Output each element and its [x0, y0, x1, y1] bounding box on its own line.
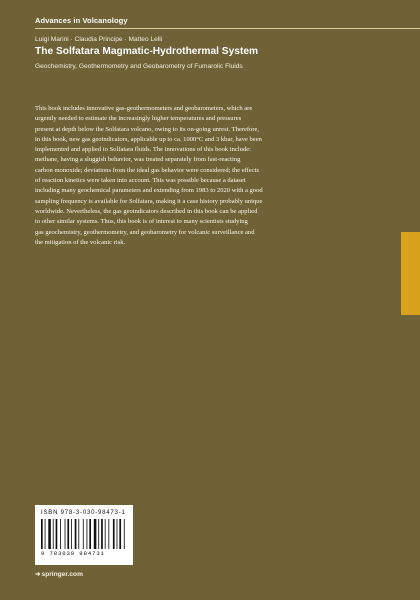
- publisher-website[interactable]: [35, 570, 83, 578]
- website-label: springer.com: [41, 571, 83, 578]
- barcode-bar: [45, 519, 46, 549]
- barcode-bar: [75, 519, 77, 549]
- barcode-bar: [83, 519, 84, 549]
- barcode-bar: [119, 519, 121, 549]
- barcode-box: [35, 505, 133, 565]
- barcode-bar: [60, 519, 61, 549]
- barcode-bar: [89, 519, 91, 549]
- authors: Luigi Marini · Claudia Principe · Matteo Lelli: [35, 36, 163, 43]
- barcode-bar: [101, 519, 103, 549]
- book-description: This book includes innovative gas-geothermometers and geobarometers, which are urgently needed to estimate the increasingly higher temperatures and pressures present at depth below the Solfatara volcano, owing to its on-going unrest. Therefore, in this book, new gas geoindicators, applicable up to ca. 1000°C and 3 kbar, have been implemented and applied to Solfatara fluids. The innovations of this book include: methane, having a sluggish behavior, was treated separately from fast-reacting carbon monoxide; deviations from the ideal gas behavior were considered; the effects of reaction kinetics were taken into account. This was possible because a dataset including many geochemical parameters and extending from 1983 to 2020 with a good sampling frequency is available for Solfatara, making it a case history probably unique worldwide. Nevertheless, the gas geoindicators described in this book can be applied to other similar systems. Thus, this book is of interest to many scientists studying gas geochemistry, geothermometry, and geobarometry for volcanic surveillance and the mitigation of the volcanic risk.: [35, 105, 263, 246]
- barcode-bar: [113, 519, 115, 549]
- barcode-bar: [87, 519, 88, 549]
- barcode-bar: [124, 519, 125, 549]
- isbn-label: ISBN 978-3-030-98473-1: [41, 510, 126, 516]
- barcode-digits: 9 783030 984731: [41, 550, 105, 557]
- book-subtitle: Geochemistry, Geothermometry and Geobarometry of Fumarolic Fluids: [35, 63, 243, 70]
- barcode-bar: [67, 519, 69, 549]
- barcode-bar: [48, 519, 51, 549]
- barcode-bar: [78, 519, 79, 549]
- barcode-bar: [108, 519, 109, 549]
- barcode-bar: [105, 519, 106, 549]
- barcode-bar: [117, 519, 118, 549]
- barcode-bar: [71, 519, 72, 549]
- barcode-bar: [53, 519, 54, 549]
- barcode-bar: [98, 519, 99, 549]
- accent-bar: [401, 232, 420, 315]
- barcode-bar: [41, 519, 43, 549]
- barcode-bar: [94, 519, 97, 549]
- barcode-bar: [65, 519, 66, 549]
- barcode-bar: [56, 519, 58, 549]
- series-name: Advances in Volcanology: [35, 16, 128, 25]
- right-arrow-icon: ➜: [35, 571, 41, 578]
- book-title: The Solfatara Magmatic-Hydrothermal System: [35, 46, 259, 57]
- barcode-image: [41, 519, 127, 549]
- header-rule: [35, 28, 420, 29]
